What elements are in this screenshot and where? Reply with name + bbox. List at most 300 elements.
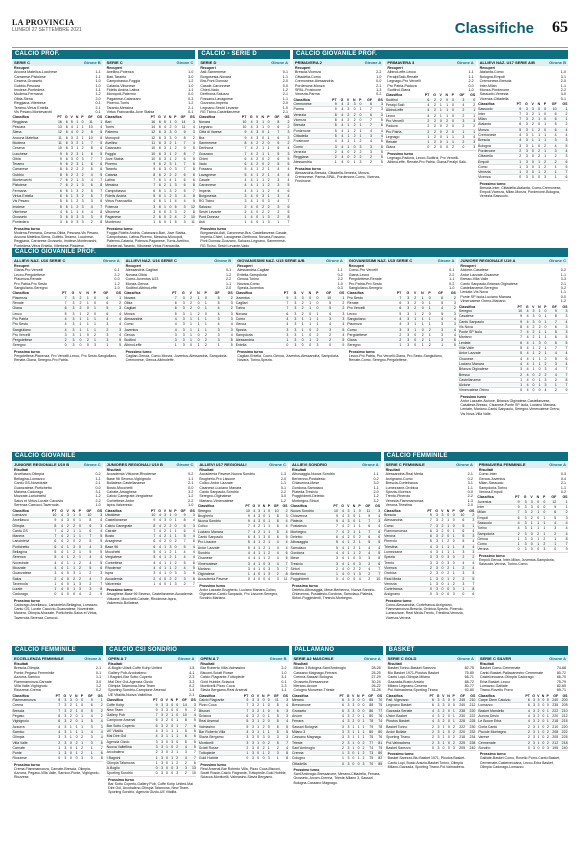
column-header: GS [189, 115, 195, 120]
stat-cell: 4 [337, 112, 344, 117]
match-teams: Salus et Virtus-Lurate Caccivio [14, 498, 64, 503]
stat-cell: 2 [541, 170, 547, 175]
stat-cell: 3 [356, 144, 362, 149]
stat-cell: 3 [164, 707, 169, 712]
stat-cell: 5 [84, 167, 93, 172]
stat-cell: 2 [356, 149, 362, 154]
stat-cell: 1 [82, 301, 89, 306]
stat-cell: 6 [279, 550, 288, 555]
result-row [387, 88, 473, 92]
stat-cell: 5 [270, 140, 280, 145]
league-name: OPEN A 7 [200, 656, 219, 661]
stat-cell: 0 [529, 372, 535, 377]
stat-cell: 3 [61, 724, 67, 729]
stat-cell: 6 [423, 528, 432, 533]
team-name: Arsaghese [105, 539, 148, 544]
stat-cell: 2 [350, 128, 356, 133]
stat-cell: 2 [547, 377, 557, 382]
stat-cell: 7 [147, 534, 155, 539]
stat-cell: 3 [434, 735, 440, 740]
league-column [384, 462, 475, 620]
match-score: 3-0 [188, 74, 194, 79]
stat-cell: 6 [513, 340, 523, 345]
stat-cell: 3 [161, 156, 166, 161]
stat-cell: 0 [172, 544, 177, 549]
team-name: Vergiatese [105, 555, 148, 560]
stat-cell: 3 [61, 735, 67, 740]
stat-cell: 3 [61, 756, 67, 761]
stat-cell: 6 [547, 340, 557, 345]
stat-cell: 0 [410, 343, 417, 348]
stat-cell: 3 [84, 199, 93, 204]
stat-cell: 2 [279, 509, 288, 514]
stat-cell: 1 [528, 133, 534, 138]
column-header: N [308, 291, 312, 296]
stat-cell: 7 [557, 372, 568, 377]
stat-cell: 3 [289, 316, 297, 321]
stat-cell: 2 [260, 724, 265, 729]
stat-cell: 0 [417, 301, 424, 306]
stat-cell: 3 [79, 178, 84, 183]
stat-cell: 5 [319, 306, 332, 311]
results-label: Risultati [385, 468, 400, 472]
league-name: SERIE C SILVER [479, 656, 512, 661]
stat-cell: 0 [73, 156, 78, 161]
team-name: Alessandria [235, 338, 277, 343]
girone-label: Girone A [549, 656, 567, 661]
stat-cell: 1 [162, 550, 167, 555]
next-round-label: Prossimo turno [125, 349, 152, 354]
column-header: GS [562, 102, 568, 107]
stat-cell: 3 [253, 135, 259, 140]
stat-cell: 1 [265, 135, 271, 140]
stat-cell: 3 [434, 729, 440, 734]
stat-cell: 2 [430, 129, 437, 134]
stat-cell: 4 [186, 518, 195, 523]
stat-cell: 6 [93, 751, 103, 756]
team-name: Cagliari [235, 301, 277, 306]
stat-cell: 7 [513, 330, 523, 335]
team-name: Sciacca [198, 714, 240, 719]
stat-cell: 2 [430, 140, 437, 145]
table-row [478, 745, 568, 750]
match-teams: Poggiridenti-Delebio [292, 494, 325, 499]
stat-cell: 2 [172, 539, 177, 544]
team-name: Cesena [12, 146, 54, 151]
stat-cell: 0 [513, 388, 523, 393]
stat-cell: 8 [93, 209, 102, 214]
stat-cell: 3 [271, 577, 280, 582]
team-name: Venezia [293, 149, 327, 154]
results-label: Risultati [14, 662, 29, 666]
stat-cell: 7 [150, 713, 158, 718]
stat-cell: 5 [186, 146, 195, 151]
match-score: 3-3 [189, 679, 195, 684]
column-header: PT [51, 508, 57, 513]
match-teams: Ardor Lazzate-Cisanese [460, 272, 499, 277]
stat-cell: 3 [270, 183, 280, 188]
stat-cell: 10 [238, 120, 247, 125]
team-name: Brescia [12, 708, 52, 713]
stat-cell: 3 [177, 322, 185, 327]
stat-cell: 0 [259, 130, 265, 135]
stat-cell: 3 [266, 572, 271, 577]
stat-cell: 3 [289, 296, 297, 301]
match-teams: Lecco-Pergolettese [14, 272, 45, 277]
stat-cell: 6 [270, 724, 279, 729]
stat-cell: 2 [255, 714, 260, 719]
stat-cell: 1 [63, 560, 69, 565]
stat-cell: 3 [432, 539, 438, 544]
league-name: SERIE C GOLD [387, 656, 417, 661]
stat-cell: 3 [432, 550, 438, 555]
stat-cell: 2 [534, 154, 540, 159]
stat-cell: 0 [529, 388, 535, 393]
stat-cell: 0 [541, 117, 547, 122]
match-score: 66-71 [464, 675, 474, 680]
stat-cell: 1 [265, 167, 271, 172]
stat-cell: 1 [533, 536, 540, 541]
next-round-fixtures: Foggia-Fidelis Andria, Catanzaro-Bari, Juve Stabia-Campobasso, Latina-Picerno, Messina-Monopoli, Palermo-Catania, Potenza-Paganese, Turris-Avellino, Monterosi-Taranto, Vibonese-Virtus Francavilla. [106, 230, 190, 248]
match-teams: Olimpia Talamona-New Team [108, 684, 155, 689]
stat-cell: 3 [147, 571, 155, 576]
stat-cell: 76 [374, 714, 383, 719]
stat-cell: 0 [253, 193, 259, 198]
stat-cell: 0 [450, 523, 455, 528]
stat-cell: 7 [510, 510, 520, 515]
stat-cell: 3 [465, 118, 476, 123]
stat-cell: 6 [47, 544, 57, 549]
stat-cell: 1 [69, 534, 75, 539]
team-name: Borgosesia [198, 193, 237, 198]
team-name: Triestina [384, 544, 424, 549]
team-name: New Team [106, 707, 150, 712]
team-name: Pistoiese [12, 183, 54, 188]
match-teams: Mozzate-Lariointelvi [14, 494, 46, 499]
stat-cell: 5 [177, 544, 186, 549]
stat-cell: 2 [280, 125, 290, 130]
stat-cell: 6 [147, 544, 155, 549]
team-name: Reggiana [293, 155, 327, 160]
stat-cell: 1 [545, 708, 550, 713]
stat-cell: 4 [426, 714, 434, 719]
stat-cell: 6 [93, 146, 102, 151]
league-name: SERIE C [14, 60, 31, 65]
stat-cell: 4 [523, 367, 530, 372]
stat-cell: 208 [549, 729, 558, 734]
stat-cell: 5 [242, 545, 250, 550]
stat-cell: 5 [465, 571, 475, 576]
stat-cell: 6 [156, 209, 162, 214]
match-teams: Novara-Como [237, 281, 260, 286]
stat-cell: 4 [338, 566, 344, 571]
league-name: GIOVANISSIMI NAZ. U15 SERIE A/B [237, 258, 305, 263]
stat-cell: 4 [81, 555, 91, 560]
stat-cell: 4 [513, 361, 523, 366]
stat-cell: 2 [424, 343, 431, 348]
stat-cell: 1 [185, 311, 192, 316]
stat-cell: 3 [529, 319, 535, 324]
stat-cell: 0 [312, 306, 319, 311]
stat-cell: 6 [423, 534, 432, 539]
stat-cell: 1 [259, 188, 265, 193]
stat-cell: 2 [266, 550, 271, 555]
stat-cell: 6 [147, 539, 155, 544]
stat-cell: 9 [557, 547, 568, 552]
stat-cell: 4 [247, 183, 253, 188]
next-round-label: Prossimo turno [385, 598, 412, 603]
stat-cell: 3 [350, 102, 356, 107]
stat-cell: 1 [350, 740, 355, 745]
stat-cell: 4 [156, 550, 162, 555]
stat-cell: 1 [529, 361, 535, 366]
stat-cell: 1 [109, 296, 122, 301]
column-header: GS [470, 693, 476, 698]
stat-cell: 0 [253, 209, 259, 214]
match-score: 2-2 [449, 272, 455, 277]
stat-cell: 3 [530, 745, 535, 750]
team-name: Alessandria [384, 518, 424, 523]
stat-cell: 2 [261, 545, 266, 550]
stat-cell: 0 [541, 324, 547, 329]
stat-cell: 2 [68, 151, 73, 156]
stat-cell: 4 [279, 529, 288, 534]
stat-cell: 4 [271, 540, 280, 545]
team-name: Virtus Entella [12, 193, 54, 198]
stat-cell: 2 [73, 199, 78, 204]
stat-cell: 0 [319, 343, 332, 348]
stat-cell: 9 [240, 698, 248, 703]
stat-cell: 4 [177, 550, 186, 555]
stat-cell: 3 [280, 130, 290, 135]
match-teams: Atalanta-Como [479, 70, 504, 75]
stat-cell: 3 [432, 513, 438, 518]
stat-cell: 0 [89, 311, 96, 316]
stat-cell: 2 [67, 714, 72, 719]
stat-cell: 6 [93, 162, 102, 167]
stat-cell: 3 [240, 735, 248, 740]
girone-label: Girone A [363, 656, 381, 661]
girone-label: Girone C [83, 462, 101, 467]
team-name: Trieste [292, 740, 337, 745]
column-header: N [541, 693, 545, 698]
column-header: GF [551, 102, 557, 107]
column-header: N [170, 698, 174, 703]
stat-cell: 3 [344, 735, 350, 740]
stat-cell: 3 [84, 740, 94, 745]
stat-cell: 4 [92, 555, 103, 560]
team-name: Olimpia Talamona [106, 760, 150, 765]
stat-cell: 220 [549, 714, 558, 719]
stat-cell: 0 [164, 750, 169, 755]
stat-cell: 4 [81, 560, 91, 565]
stat-cell: 212 [559, 714, 568, 719]
stat-cell: 1 [73, 125, 78, 130]
stat-cell: 0 [436, 134, 442, 139]
column-header: PT [396, 291, 402, 296]
stat-cell: 2 [430, 98, 437, 103]
stat-cell: 3 [220, 327, 233, 332]
stat-cell: 3 [238, 199, 247, 204]
team-name: Mocchetti [105, 550, 148, 555]
stat-cell: 2 [75, 296, 82, 301]
stat-cell: 3 [522, 164, 529, 169]
match-score: 2-2 [468, 79, 474, 84]
match-teams: Picerno-Turris [106, 101, 130, 106]
stat-cell: 5 [187, 739, 196, 744]
stat-cell: 6 [177, 178, 186, 183]
team-name: Paganese [105, 215, 148, 220]
stat-cell: 3 [79, 220, 84, 225]
match-teams: Arzignano-Como [385, 476, 413, 481]
stat-cell: 1 [535, 740, 540, 745]
stat-cell: 8 [270, 703, 279, 708]
stat-cell: 2 [361, 561, 371, 566]
stat-cell: 4 [557, 361, 568, 366]
stat-cell: 1 [424, 332, 431, 337]
match-teams: Inter-Milan [479, 83, 497, 88]
match-score: 1-5 [189, 666, 195, 671]
stat-cell: 2 [535, 324, 541, 329]
stat-cell: 3 [535, 340, 541, 345]
stat-cell: 1 [533, 510, 540, 515]
stat-cell: 4 [523, 714, 530, 719]
table-row [106, 771, 196, 776]
match-teams: Campobasso-Foggia [106, 79, 141, 84]
match-score: 1-0 [114, 286, 120, 291]
stat-cell: 3 [158, 760, 164, 765]
stat-cell: 1 [344, 123, 350, 128]
stat-cell: 2 [424, 327, 431, 332]
stat-cell: 1 [167, 581, 172, 586]
stat-cell: 1 [424, 301, 431, 306]
stat-cell: 1 [534, 111, 540, 116]
stat-cell: 6 [156, 162, 162, 167]
stat-cell: 5 [270, 729, 279, 734]
stat-cell: 1 [238, 220, 247, 225]
stat-cell: 0 [360, 703, 365, 708]
match-teams: Base 96 Seveso-Vighignolo [106, 476, 151, 481]
stat-cell: 3 [279, 698, 288, 703]
team-name: Vimercatese [197, 561, 242, 566]
stat-cell: 3 [177, 311, 185, 316]
stat-cell: 1 [455, 587, 465, 592]
stat-cell: 2 [529, 324, 535, 329]
team-name: Bari [105, 120, 148, 125]
column-header: Classifica [290, 504, 307, 509]
stat-cell: 6 [54, 188, 63, 193]
stat-cell: 1 [167, 528, 172, 533]
stat-cell: 2 [534, 127, 540, 132]
column-header: P [174, 508, 177, 513]
match-teams: Sampdoria-Torino [478, 485, 508, 490]
stat-cell: 6 [156, 125, 162, 130]
stat-cell: 1 [510, 542, 520, 547]
stat-cell: 1 [82, 296, 89, 301]
stat-cell: 1 [444, 576, 450, 581]
stat-cell: 3 [166, 188, 171, 193]
match-teams: Bar Roberto Villa-Valmasino [200, 666, 246, 671]
next-round [386, 751, 476, 769]
team-name: Coffe Kohp [106, 703, 150, 708]
stat-cell: 1 [79, 125, 84, 130]
sport-section [384, 452, 568, 642]
stat-cell: 3 [402, 301, 410, 306]
match-score: 2-2 [560, 88, 566, 93]
stat-cell: 5 [47, 550, 57, 555]
stat-cell: 2 [547, 159, 558, 164]
team-name: Basket Torino [386, 724, 427, 729]
column-header: G [71, 291, 75, 296]
stat-cell: 4 [109, 311, 122, 316]
stat-cell: 1 [256, 550, 261, 555]
stat-cell: 3 [520, 526, 527, 531]
team-name: Vicenza [478, 175, 512, 180]
match-teams: Fossano-Lavagnese [200, 96, 233, 101]
team-name: Albosaggia [290, 540, 329, 545]
stat-cell: 8 [238, 140, 247, 145]
stat-cell: 2 [465, 513, 475, 518]
table-row [12, 120, 103, 125]
stat-cell: 5 [240, 724, 248, 729]
stat-cell: 2 [426, 735, 434, 740]
stat-cell: 1 [528, 138, 534, 143]
stat-cell: 4 [156, 555, 162, 560]
stat-cell: 5 [161, 120, 166, 125]
team-name: Verona [384, 534, 424, 539]
section-columns [12, 60, 195, 248]
stat-cell: 0 [528, 175, 534, 180]
column-header: Classifica [384, 508, 401, 513]
results-list [12, 468, 103, 508]
team-name: Atalanta [478, 122, 512, 127]
stat-cell: 7 [280, 199, 290, 204]
stat-cell: 1 [438, 544, 443, 549]
match-score: 88-72 [464, 679, 474, 684]
stat-cell: 0 [350, 761, 355, 766]
stat-cell: 1 [513, 377, 523, 382]
stat-cell: 4 [547, 351, 557, 356]
column-header: GS [377, 97, 383, 102]
team-name: Ardor Lazzate [458, 351, 513, 356]
stat-cell: 5 [279, 556, 288, 561]
stat-cell: 1 [166, 120, 171, 125]
next-round-label: Prossimo turno [14, 598, 40, 603]
stat-cell: 0 [436, 124, 442, 129]
stat-cell: 3 [522, 143, 529, 148]
match-score: 1-1 [449, 277, 455, 282]
stat-cell: 0 [78, 698, 83, 703]
team-name: Legnago [385, 134, 420, 139]
stat-cell: 1 [89, 306, 96, 311]
stat-cell: 1 [265, 151, 271, 156]
column-header: PT [241, 115, 247, 120]
stat-cell: 3 [79, 199, 84, 204]
next-round-label: Prossimo turno [348, 349, 375, 354]
stat-cell: 7 [93, 193, 102, 198]
stat-cell: 1 [355, 756, 360, 761]
team-name: Sassuolo [477, 520, 510, 525]
next-round-fixtures: Empoli-Genoa, Inter-Milan, Juventus-Sampdoria, Sassuolo-Verona, Torino-Como. [478, 557, 555, 567]
stat-cell: 3 [557, 330, 568, 335]
stat-cell: 1 [510, 536, 520, 541]
stat-cell: 3 [67, 327, 75, 332]
stat-cell: 2 [172, 151, 177, 156]
stat-cell: 2 [265, 209, 271, 214]
stat-cell: 1 [172, 162, 177, 167]
stat-cell: 2 [417, 311, 424, 316]
stat-cell: 3 [61, 729, 67, 734]
